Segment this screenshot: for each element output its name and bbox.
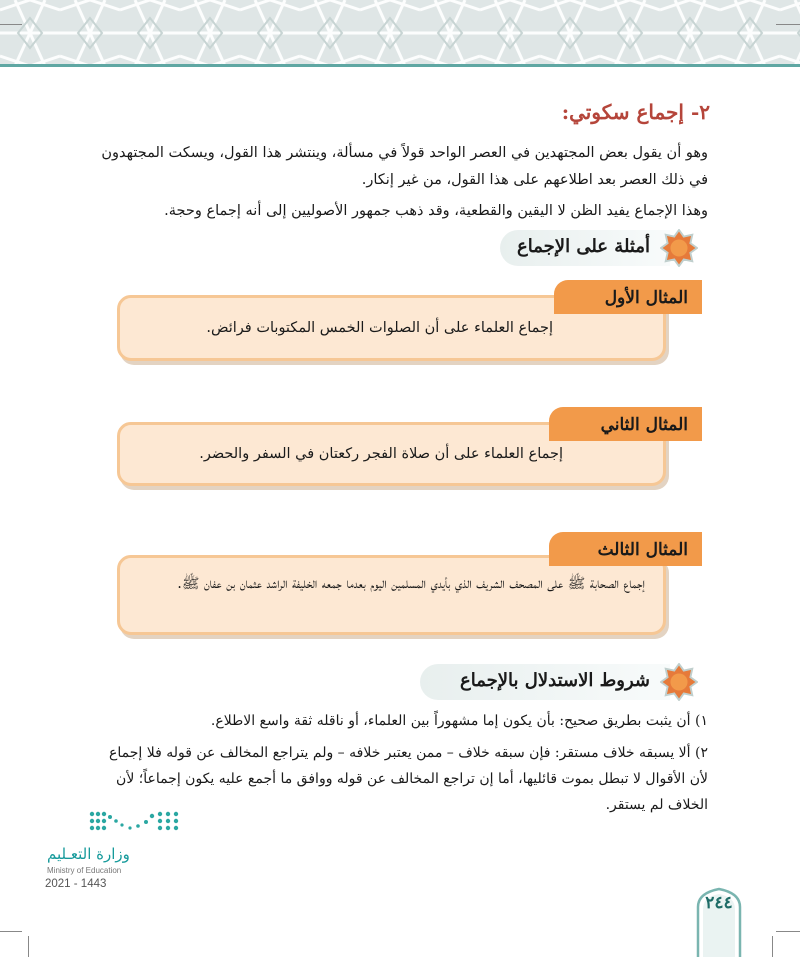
crop-mark xyxy=(0,931,22,932)
paragraph-ruling: وهذا الإجماع يفيد الظن لا اليقين والقطعية، وقد ذهب جمهور الأصوليين إلى أنه إجماع وحجة. xyxy=(164,203,708,219)
section-title: ٢- إجماع سكوتي: xyxy=(561,100,710,124)
edition-year: 2021 - 1443 xyxy=(45,878,107,890)
crop-mark xyxy=(0,24,22,25)
crop-mark xyxy=(772,936,773,957)
paragraph-definition: وهو أن يقول بعض المجتهدين في العصر الواحد قولاً في مسألة، وينتشر هذا القول، ويسكت المجتهدون في ذلك العصر بعد اطلاعهم على هذا القول، من غير إنكار. xyxy=(101,145,708,188)
header-pattern-banner xyxy=(0,0,800,66)
example-tab-3: المثال الثالث xyxy=(549,532,702,566)
condition-2: ٢) ألا يسبقه خلاف مستقر: فإن سبقه خلاف – ممن يعتبر خلافه – ولم يتراجع المخالف عن قوله فلا إجماع لأن الأقوال لا تبطل بموت قائليها، أما إن تراجع المخالف عن قوله ووافق ما أجمع عليه يكون إجماعاً؛ لأن الخلاف لم يستقر. xyxy=(109,745,708,813)
condition-1: ١) أن يثبت بطريق صحيح: بأن يكون إما مشهوراً بين العلماء، أو ناقله ثقة واسع الاطلاع. xyxy=(210,713,708,729)
example-text-2: إجماع العلماء على أن صلاة الفجر ركعتان في السفر والحضر. xyxy=(199,446,563,462)
ministry-logo-icon xyxy=(86,808,182,836)
geometric-pattern-icon xyxy=(0,0,800,66)
header-rule xyxy=(0,64,800,67)
crop-mark xyxy=(776,931,800,932)
star-badge-icon xyxy=(660,663,698,701)
example-tab-1: المثال الأول xyxy=(554,280,702,314)
crop-mark xyxy=(28,936,29,957)
examples-heading: أمثلة على الإجماع xyxy=(517,236,650,257)
crop-mark xyxy=(776,24,800,25)
star-badge-icon xyxy=(660,229,698,267)
example-tab-2: المثال الثاني xyxy=(549,407,702,441)
example-text-1: إجماع العلماء على أن الصلوات الخمس المكتوبات فرائض. xyxy=(206,320,553,336)
ministry-name-arabic: وزارة التعـليم xyxy=(47,845,130,863)
conditions-heading: شروط الاستدلال بالإجماع xyxy=(460,670,650,691)
example-card-3 xyxy=(117,555,666,635)
ministry-name-english: Ministry of Education xyxy=(47,866,122,875)
example-text-3: إجماع الصحابة ﷺ على المصحف الشريف الذي بأيدي المسلمين اليوم بعدما جمعه الخليفة الراشد عثمان بن عفان ﷺ. xyxy=(177,576,645,592)
page-number: ٢٤٤ xyxy=(705,893,733,913)
